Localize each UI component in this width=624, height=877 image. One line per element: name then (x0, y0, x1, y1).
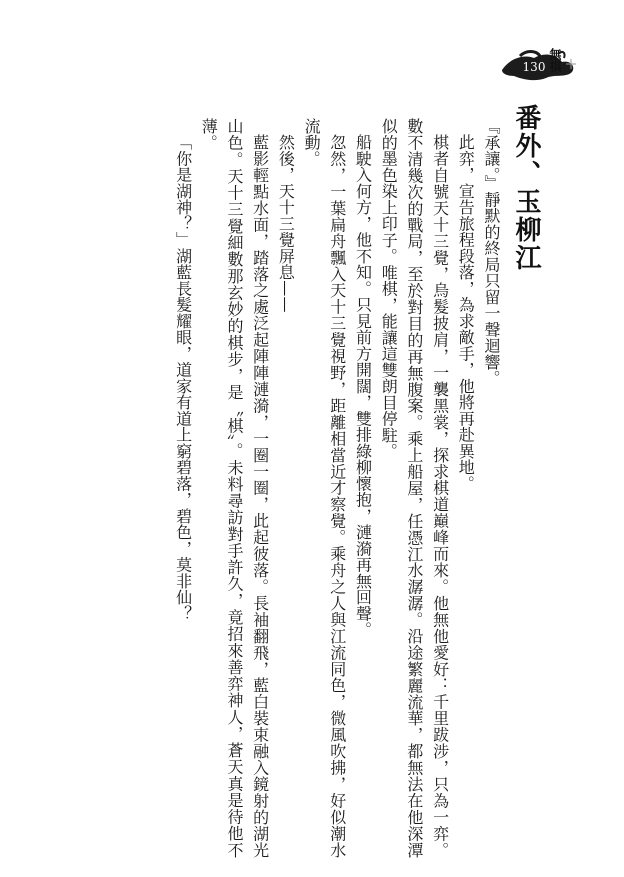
chapter-title: 番外、玉柳江 (511, 104, 541, 272)
paragraph: 藍影輕點水面，踏落之處泛起陣陣漣漪，一圈一圈，此起彼落。長袖翻飛，藍白裝束融入鏡射的湖光山色。天十三覺細數那玄妙的棋步，是〝棋〞。未料尋訪對手許久，竟招來善弈神人，蒼天真是待他不薄。 (199, 118, 270, 858)
paragraph: 然後，天十三覺屏息—— (276, 134, 296, 313)
paragraph: 船駛入何方，他不知。只見前方開闊，雙排綠柳懷抱，漣漪再無回聲。 (353, 134, 373, 638)
paragraph: 『承讓。』靜默的終局只留一聲迴響。 (482, 118, 501, 387)
book-title: 無棋 (548, 48, 562, 72)
paragraph: 棋者自號天十三覺，烏髮披肩，一襲黑裳，探求棋道巔峰而來。他無他愛好：千里跋涉，只為一弈。數不清幾次的戰局，至於對目的再無腹案。乘上船屋，任憑江水潺潺。沿途繁麗流華，都無法在他深潭似的墨色染上印子。唯棋，能讓這雙朗目停駐。 (379, 118, 450, 858)
page-number: 130 (522, 60, 546, 74)
paragraph: 忽然，一葉扁舟飄入天十三覺視野，距離相當近才察覺。乘舟之人與江流同色，微風吹拂，好似潮水流動。 (302, 118, 347, 858)
body-text (124, 118, 504, 858)
paragraph: 此弈，宣告旅程段落，為求敵手，他將再赴異地。 (456, 134, 476, 492)
paragraph: 「你是湖神？」湖藍長髮耀眼，道家有道上窮碧落，碧色，莫非仙？ (173, 134, 193, 622)
